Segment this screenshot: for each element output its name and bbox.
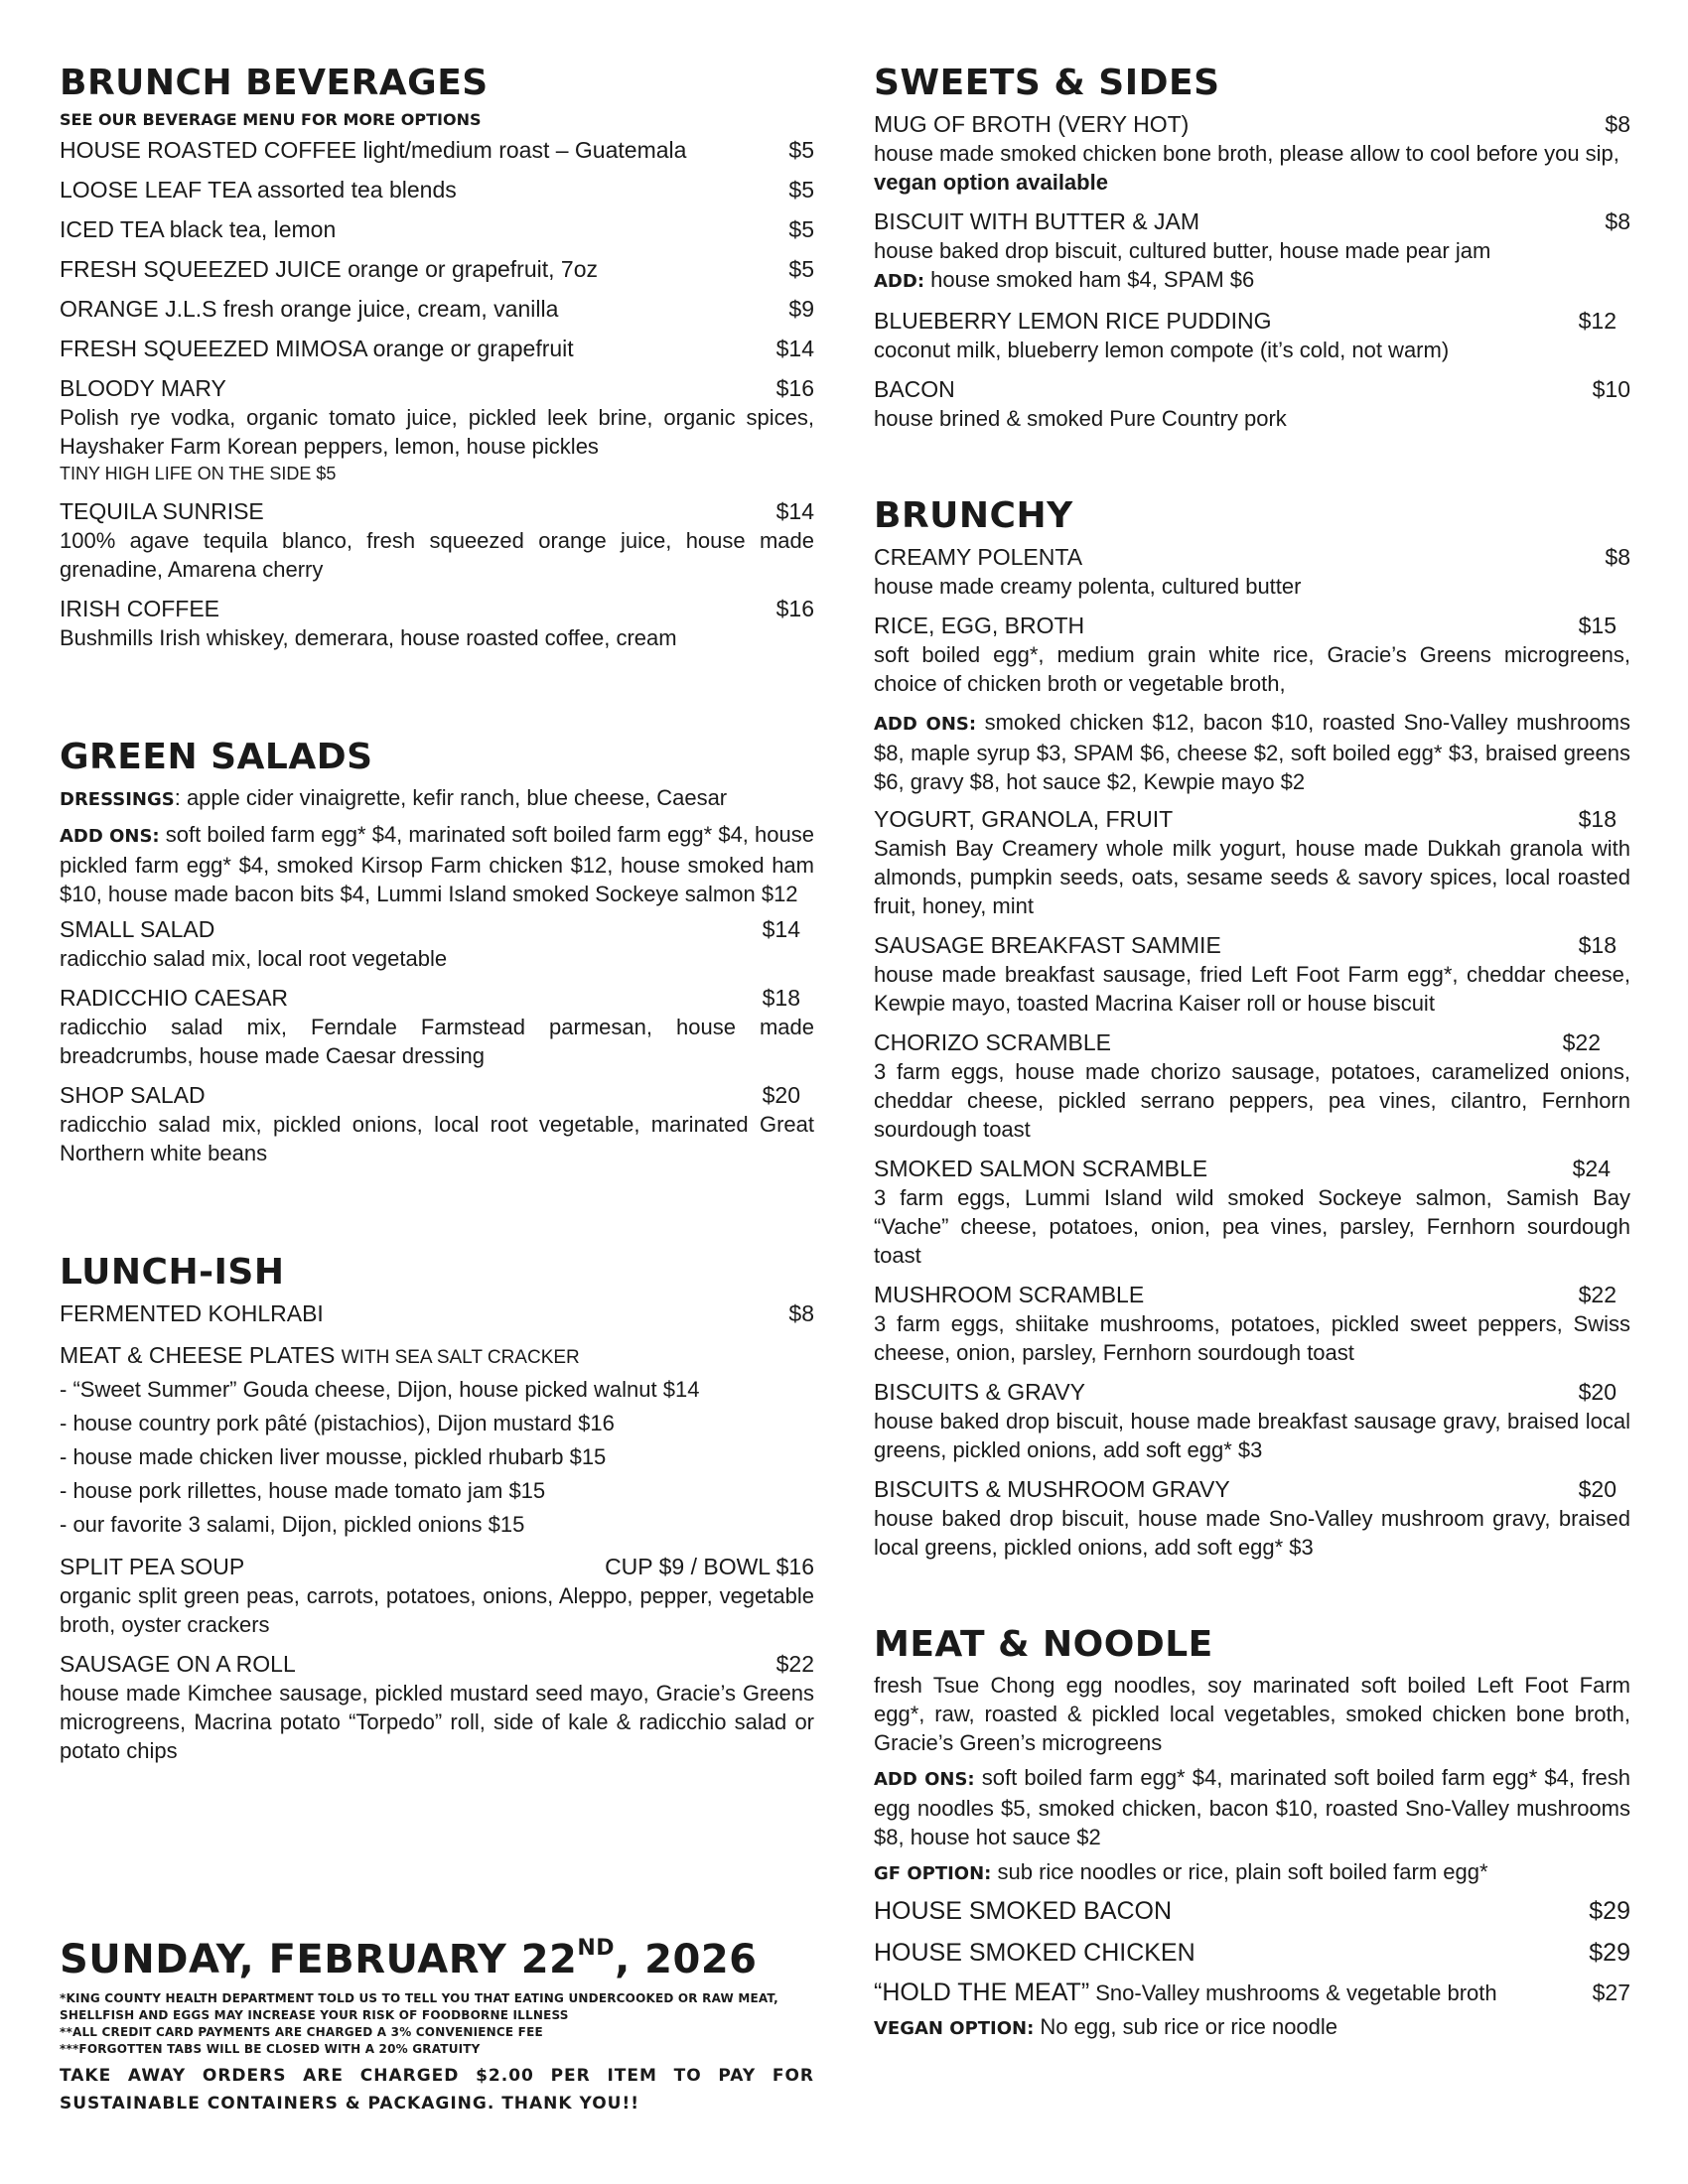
brunch-beverages-section	[60, 62, 814, 652]
noodle-description: fresh Tsue Chong egg noodles, soy marinated soft boiled Left Foot Farm egg*, raw, roasted & pickled local vegetables, smoked chicken bone broth, Gracie’s Green’s microgreens	[874, 1673, 1630, 1755]
item-price: $8	[1605, 208, 1630, 234]
item-name: MUG OF BROTH (VERY HOT)	[874, 111, 1190, 137]
menu-item	[60, 594, 814, 652]
item-name: SAUSAGE BREAKFAST SAMMIE	[874, 932, 1221, 958]
addons-line	[60, 820, 814, 908]
item-description: 3 farm eggs, shiitake mushrooms, potatoes, pickled sweet peppers, Swiss cheese, onion, parsley, Fernhorn sourdough toast	[874, 1311, 1630, 1365]
item-description: 3 farm eggs, house made chorizo sausage, potatoes, caramelized onions, cheddar cheese, pickled serrano peppers, pea vines, cilantro, Fernhorn sourdough toast	[874, 1059, 1630, 1142]
item-description	[874, 139, 1630, 197]
section-title: SWEETS & SIDES	[874, 63, 1220, 103]
item-price: $16	[775, 375, 814, 401]
description-text: house made smoked chicken bone broth, please allow to cool before you sip,	[874, 141, 1619, 166]
item-name: HOUSE ROASTED COFFEE	[60, 137, 357, 163]
menu-item	[874, 206, 1630, 296]
item-name: SMOKED SALMON SCRAMBLE	[874, 1156, 1208, 1181]
addons-line	[874, 1763, 1630, 1851]
item-name: BLUEBERRY LEMON RICE PUDDING	[874, 308, 1272, 334]
item-name: SAUSAGE ON A ROLL	[60, 1651, 296, 1677]
item-price: $9	[788, 296, 814, 322]
menu-item	[60, 1298, 814, 1328]
addons-text: soft boiled farm egg* $4, marinated soft boiled farm egg* $4, fresh egg noodles $5, smoked chicken, bacon $10, roasted Sno-Valley mushrooms $8, house hot sauce $2	[874, 1765, 1631, 1849]
gf-text: sub rice noodles or rice, plain soft boiled farm egg*	[991, 1859, 1488, 1884]
gf-option-line	[874, 1857, 1630, 1888]
item-price: $22	[1578, 1282, 1617, 1307]
item-description: organic split green peas, carrots, potatoes, onions, Aleppo, pepper, vegetable broth, oyster crackers	[60, 1583, 814, 1637]
section-title: LUNCH-ISH	[60, 1252, 285, 1293]
menu-item	[60, 1080, 814, 1167]
item-price: $18	[1578, 932, 1617, 958]
item-price: $14	[775, 498, 814, 524]
item-price: $18	[1578, 806, 1617, 832]
menu-item	[60, 373, 814, 486]
item-description: radicchio salad mix, Ferndale Farmstead parmesan, house made breadcrumbs, house made Caesar dressing	[60, 1015, 814, 1068]
health-notice: *KING COUNTY HEALTH DEPARTMENT TOLD US TO TELL YOU THAT EATING UNDERCOOKED OR RAW MEAT, SHELLFISH AND EGGS MAY INCREASE YOUR RISK OF FOODBORNE ILLNESS	[60, 1991, 778, 2022]
item-name: RICE, EGG, BROTH	[874, 613, 1085, 638]
menu-item	[874, 611, 1630, 698]
item-price: $5	[788, 177, 814, 203]
item-name: HOUSE SMOKED BACON	[874, 1897, 1173, 1925]
item-sub: assorted tea blends	[257, 177, 457, 203]
menu-item	[60, 294, 814, 324]
menu-item	[874, 1936, 1630, 1970]
item-name: SHOP SALAD	[60, 1082, 206, 1108]
addons-label: ADD ONS:	[874, 714, 977, 735]
item-description: soft boiled egg*, medium grain white rice, Gracie’s Greens microgreens, choice of chicken broth or vegetable broth,	[874, 642, 1630, 696]
menu-item	[874, 1377, 1630, 1464]
item-description: 3 farm eggs, Lummi Island wild smoked Sockeye salmon, Samish Bay “Vache” cheese, potatoes, onion, pea vines, parsley, Fernhorn sourdough toast	[874, 1185, 1630, 1268]
beverage-note: SEE OUR BEVERAGE MENU FOR MORE OPTIONS	[60, 110, 482, 129]
dressings-line	[60, 783, 814, 814]
item-extra: TINY HIGH LIFE ON THE SIDE $5	[60, 464, 337, 483]
menu-item	[60, 334, 814, 363]
vegan-text: No egg, sub rice or rice noodle	[1034, 2014, 1338, 2039]
item-price: $20	[762, 1082, 800, 1108]
item-name: BISCUITS & GRAVY	[874, 1379, 1086, 1405]
item-price: $5	[788, 216, 814, 242]
menu-item	[874, 542, 1630, 601]
item-description: house baked drop biscuit, cultured butter, house made pear jam	[874, 238, 1491, 263]
menu-item	[874, 1474, 1630, 1562]
item-name: IRISH COFFEE	[60, 596, 220, 621]
item-price: $22	[775, 1651, 814, 1677]
item-name: MUSHROOM SCRAMBLE	[874, 1282, 1145, 1307]
item-price: $22	[1562, 1029, 1601, 1055]
item-price: $8	[1605, 111, 1630, 137]
item-name: BLOODY MARY	[60, 375, 226, 401]
item-name: BISCUIT WITH BUTTER & JAM	[874, 208, 1199, 234]
item-name: MEAT & CHEESE PLATES	[60, 1342, 336, 1368]
addons-label: ADD ONS:	[874, 1769, 975, 1790]
menu-item	[874, 306, 1630, 364]
item-name: BISCUITS & MUSHROOM GRAVY	[874, 1476, 1230, 1502]
menu-item	[874, 804, 1630, 920]
menu-item	[60, 254, 814, 284]
menu-item	[874, 1154, 1630, 1270]
item-name: ORANGE J.L.S	[60, 296, 217, 322]
item-description: house baked drop biscuit, house made breakfast sausage gravy, braised local greens, pickled onions, add soft egg* $3	[874, 1409, 1630, 1462]
item-name: CHORIZO SCRAMBLE	[874, 1029, 1111, 1055]
item-sub: orange or grapefruit, 7oz	[348, 256, 598, 282]
vegan-option-line	[874, 2012, 1630, 2043]
item-price: $29	[1589, 1939, 1630, 1967]
menu-date	[60, 1924, 814, 1984]
item-description: house made Kimchee sausage, pickled mustard seed mayo, Gracie’s Greens microgreens, Macrina potato “Torpedo” roll, side of kale & radicchio salad or potato chips	[60, 1681, 814, 1763]
item-description: house made breakfast sausage, fried Left Foot Farm egg*, cheddar cheese, Kewpie mayo, toasted Macrina Kaiser roll or house biscuit	[874, 962, 1630, 1016]
item-name: BACON	[874, 376, 955, 402]
sweets-sides-section	[874, 62, 1630, 433]
item-price: $8	[1605, 544, 1630, 570]
item-price: $12	[1578, 308, 1617, 334]
menu-item	[874, 1027, 1630, 1144]
item-name: “HOLD THE MEAT”	[874, 1979, 1090, 2006]
item-price: $29	[1589, 1897, 1630, 1925]
date-suffix: ND	[577, 1936, 616, 1961]
menu-item	[60, 1340, 814, 1542]
item-price: $14	[762, 916, 800, 942]
item-description: radicchio salad mix, pickled onions, local root vegetable, marinated Great Northern white beans	[60, 1112, 814, 1165]
item-description: house made creamy polenta, cultured butter	[874, 574, 1302, 599]
vegan-label: VEGAN OPTION:	[874, 2018, 1035, 2039]
item-sub: WITH SEA SALT CRACKER	[341, 1347, 580, 1368]
item-name: SPLIT PEA SOUP	[60, 1554, 245, 1579]
item-addon	[874, 265, 1630, 296]
menu-item	[60, 496, 814, 584]
item-price: $10	[1592, 376, 1630, 402]
item-price: $18	[762, 985, 800, 1011]
item-sub: light/medium roast – Guatemala	[362, 137, 687, 163]
item-description: Bushmills Irish whiskey, demerara, house roasted coffee, cream	[60, 625, 677, 650]
item-price: $14	[775, 336, 814, 361]
item-name: LOOSE LEAF TEA	[60, 177, 251, 203]
left-column	[60, 62, 814, 1827]
item-price: $27	[1592, 1979, 1630, 2005]
takeaway-notice: TAKE AWAY ORDERS ARE CHARGED $2.00 PER ITEM TO PAY FOR SUSTAINABLE CONTAINERS & PACKAGING. THANK YOU!!	[60, 2066, 814, 2114]
menu-item	[60, 214, 814, 244]
item-sub: Sno-Valley mushrooms & vegetable broth	[1089, 1980, 1497, 2005]
menu-item	[874, 1978, 1630, 2008]
item-description: house baked drop biscuit, house made Sno-Valley mushroom gravy, braised local greens, pickled onions, add soft egg* $3	[874, 1506, 1630, 1560]
item-description: radicchio salad mix, local root vegetable	[60, 946, 448, 971]
item-description: 100% agave tequila blanco, fresh squeezed orange juice, house made grenadine, Amarena cherry	[60, 528, 814, 582]
addons-text: soft boiled farm egg* $4, marinated soft boiled farm egg* $4, house pickled farm egg* $4, smoked Kirsop Farm chicken $12, house smoked ham $10, house made bacon bits $4, Lummi Island smoked Sockeye salmon $12	[60, 822, 814, 906]
date-year: , 2026	[615, 1937, 758, 1982]
dressings-text: : apple cider vinaigrette, kefir ranch, blue cheese, Caesar	[174, 785, 728, 810]
item-price: CUP $9 / BOWL $16	[605, 1554, 814, 1579]
item-name: FERMENTED KOHLRABI	[60, 1300, 324, 1326]
item-name: YOGURT, GRANOLA, FRUIT	[874, 806, 1174, 832]
vegan-note: vegan option available	[874, 170, 1108, 195]
item-description: Polish rye vodka, organic tomato juice, pickled leek brine, organic spices, Hayshaker Farm Korean peppers, lemon, house pickles	[60, 405, 814, 459]
add-label: ADD:	[874, 271, 925, 292]
menu-item	[60, 914, 814, 973]
menu-item	[874, 109, 1630, 197]
plate-option: - house pork rillettes, house made tomato jam $15	[60, 1478, 546, 1503]
item-description: house brined & smoked Pure Country pork	[874, 406, 1287, 431]
item-description: coconut milk, blueberry lemon compote (it’s cold, not warm)	[874, 338, 1450, 362]
item-price: $20	[1578, 1476, 1617, 1502]
plate-option: - “Sweet Summer” Gouda cheese, Dijon, house picked walnut $14	[60, 1377, 700, 1402]
item-price: $16	[775, 596, 814, 621]
item-description: Samish Bay Creamery whole milk yogurt, house made Dukkah granola with almonds, pumpkin seeds, oats, sesame seeds & savory spices, local roasted fruit, honey, mint	[874, 836, 1630, 918]
add-text: house smoked ham $4, SPAM $6	[924, 267, 1255, 292]
plate-option: - house country pork pâté (pistachios), Dijon mustard $16	[60, 1411, 615, 1435]
gratuity-notice: ***FORGOTTEN TABS WILL BE CLOSED WITH A 20% GRATUITY	[60, 2042, 481, 2056]
section-title: BRUNCHY	[874, 495, 1073, 536]
item-name: TEQUILA SUNRISE	[60, 498, 264, 524]
meat-noodle-section	[874, 1623, 1630, 2043]
item-sub: fresh orange juice, cream, vanilla	[222, 296, 559, 322]
menu-footer	[60, 1924, 814, 2117]
dressings-label: DRESSINGS	[60, 789, 175, 810]
item-name: RADICCHIO CAESAR	[60, 985, 289, 1011]
menu-item	[874, 374, 1630, 433]
item-price: $8	[788, 1300, 814, 1326]
item-name: ICED TEA	[60, 216, 164, 242]
menu-item	[60, 135, 814, 165]
item-price: $20	[1578, 1379, 1617, 1405]
gf-label: GF OPTION:	[874, 1863, 992, 1884]
item-name: HOUSE SMOKED CHICKEN	[874, 1939, 1196, 1967]
menu-item	[60, 1649, 814, 1765]
brunchy-section	[874, 494, 1630, 1562]
addons-text: smoked chicken $12, bacon $10, roasted Sno-Valley mushrooms $8, maple syrup $3, SPAM $6, cheese $2, soft boiled egg* $3, braised greens $6, gravy $8, hot sauce $2, Kewpie mayo $2	[874, 710, 1630, 794]
date-main: SUNDAY, FEBRUARY 22	[60, 1937, 578, 1982]
item-name: FRESH SQUEEZED JUICE	[60, 256, 342, 282]
menu-item	[874, 1280, 1630, 1367]
plate-option: - house made chicken liver mousse, pickled rhubarb $15	[60, 1444, 607, 1469]
section-title: GREEN SALADS	[60, 737, 373, 777]
menu-item	[60, 175, 814, 205]
item-price: $5	[788, 137, 814, 163]
item-sub: black tea, lemon	[169, 216, 337, 242]
section-title: BRUNCH BEVERAGES	[60, 63, 489, 103]
menu-item	[874, 1894, 1630, 1928]
plate-option: - our favorite 3 salami, Dijon, pickled onions $15	[60, 1512, 525, 1537]
addons-label: ADD ONS:	[60, 826, 160, 847]
right-column	[874, 62, 1630, 2105]
green-salads-section	[60, 736, 814, 1167]
item-price: $5	[788, 256, 814, 282]
menu-item	[874, 930, 1630, 1018]
item-price: $24	[1572, 1156, 1611, 1181]
addons-line	[874, 708, 1630, 796]
item-price: $15	[1578, 613, 1617, 638]
menu-item	[60, 983, 814, 1070]
item-sub: orange or grapefruit	[372, 336, 574, 361]
lunch-ish-section	[60, 1251, 814, 1765]
item-name: SMALL SALAD	[60, 916, 215, 942]
item-name: FRESH SQUEEZED MIMOSA	[60, 336, 367, 361]
credit-card-notice: **ALL CREDIT CARD PAYMENTS ARE CHARGED A 3% CONVENIENCE FEE	[60, 2025, 543, 2039]
item-name: CREAMY POLENTA	[874, 544, 1083, 570]
menu-item	[60, 1552, 814, 1639]
section-title: MEAT & NOODLE	[874, 1624, 1213, 1665]
